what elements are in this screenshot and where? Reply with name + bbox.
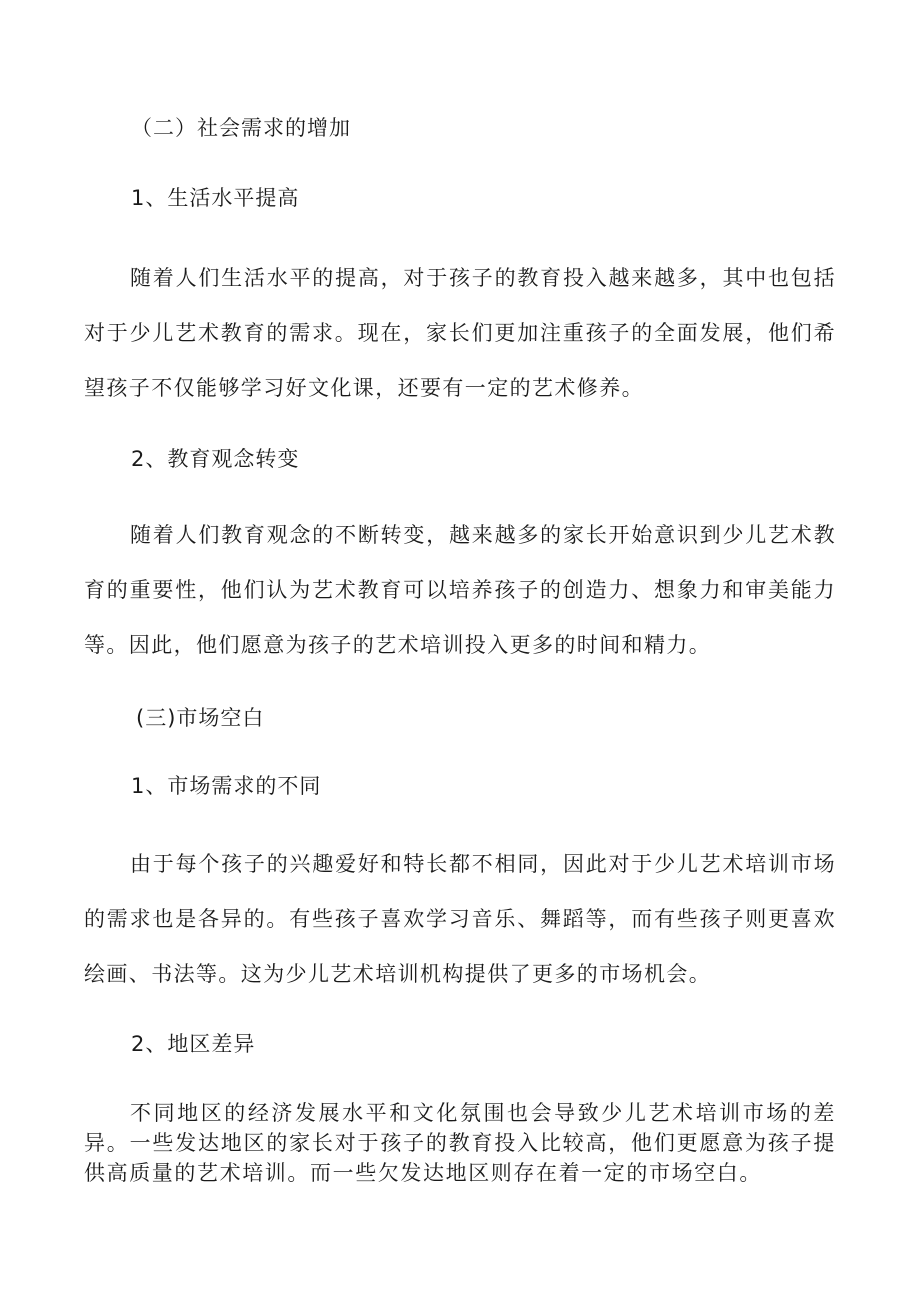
section-heading-social-demand: （二）社会需求的增加 xyxy=(131,116,351,140)
subheading-living-standard: 1、生活水平提高 xyxy=(131,186,300,210)
paragraph-education-concept: 随着人们教育观念的不断转变，越来越多的家长开始意识到少儿艺术教育的重要性，他们认为艺术教育可以培养孩子的创造力、想象力和审美能力等。因此，他们愿意为孩子的艺术培训投入更多的时间和精力。 xyxy=(84,523,836,657)
section-heading-market-gap: (三)市场空白 xyxy=(136,706,265,730)
paragraph-living-standard: 随着人们生活水平的提高，对于孩子的教育投入越来越多，其中也包括对于少儿艺术教育的需求。现在，家长们更加注重孩子的全面发展，他们希望孩子不仅能够学习好文化课，还要有一定的艺术修养。 xyxy=(84,266,836,400)
paragraph-market-demand: 由于每个孩子的兴趣爱好和特长都不相同，因此对于少儿艺术培训市场的需求也是各异的。有些孩子喜欢学习音乐、舞蹈等，而有些孩子则更喜欢绘画、书法等。这为少儿艺术培训机构提供了更多的市场机会。 xyxy=(84,852,836,986)
subheading-education-concept: 2、教育观念转变 xyxy=(131,447,300,471)
subheading-market-demand: 1、市场需求的不同 xyxy=(131,774,322,798)
paragraph-regional-difference: 不同地区的经济发展水平和文化氛围也会导致少儿艺术培训市场的差异。一些发达地区的家长对于孩子的教育投入比较高，他们更愿意为孩子提供高质量的艺术培训。而一些欠发达地区则存在着一定的市场空白。 xyxy=(84,1101,836,1185)
subheading-regional-difference: 2、地区差异 xyxy=(131,1032,256,1056)
